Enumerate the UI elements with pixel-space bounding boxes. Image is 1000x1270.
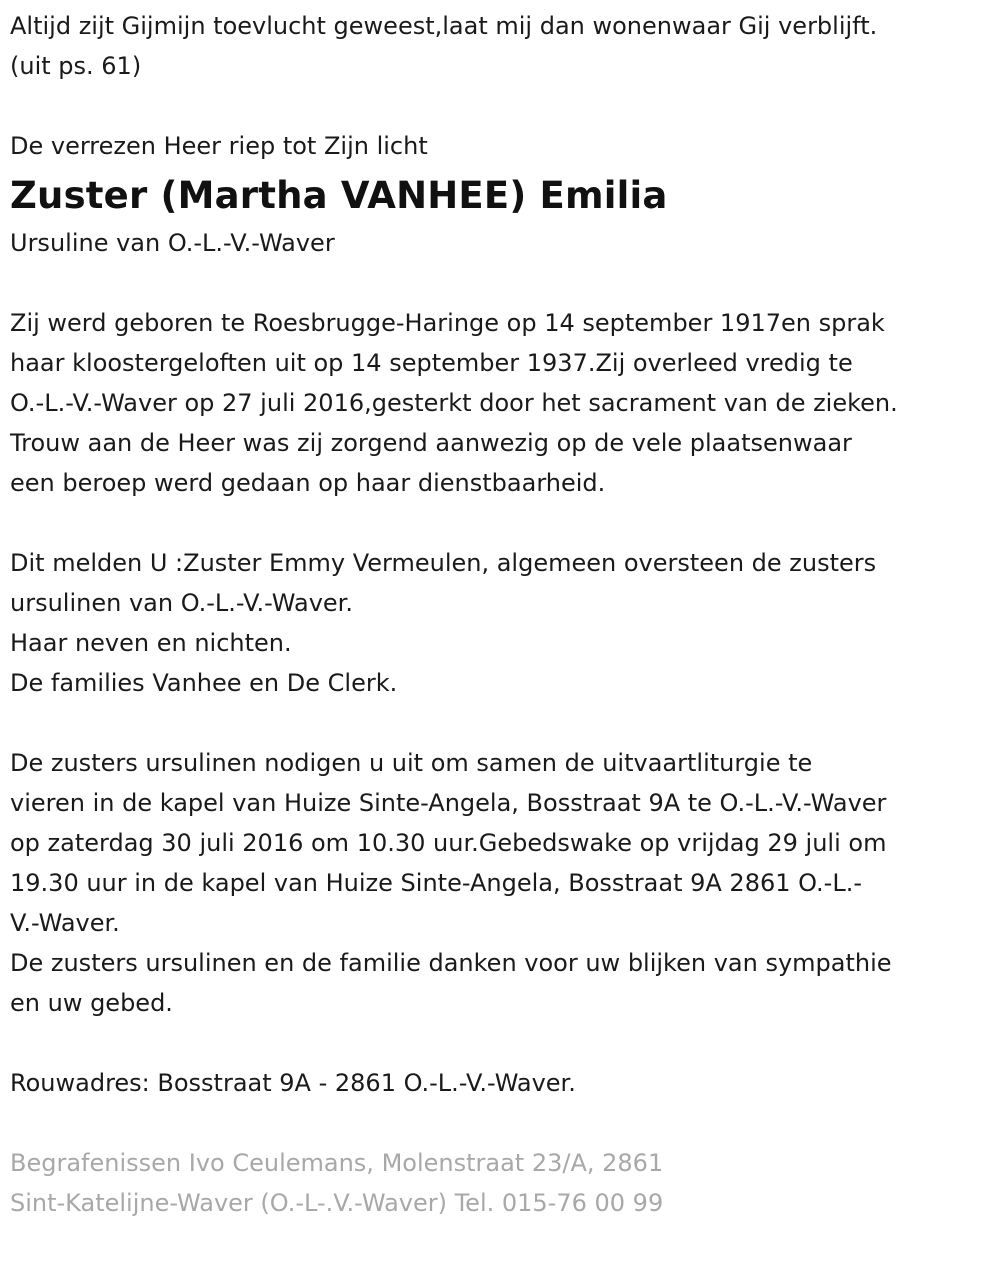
announcer-line: Dit melden U :Zuster Emmy Vermeulen, algemeen oversteen de zusters xyxy=(10,549,877,577)
service-line: V.-Waver. xyxy=(10,909,120,937)
funeral-home-line: Begrafenissen Ivo Ceulemans, Molenstraat 23/A, 2861 xyxy=(10,1149,664,1177)
biography-line: Trouw aan de Heer was zij zorgend aanwezig op de vele plaatsenwaar xyxy=(10,429,852,457)
service-line: en uw gebed. xyxy=(10,989,173,1017)
biography-line: Zij werd geboren te Roesbrugge-Haringe op 14 september 1917en sprak xyxy=(10,309,885,337)
spacer xyxy=(10,1023,995,1063)
announcer-line: ursulinen van O.-L.-V.-Waver. xyxy=(10,589,353,617)
spacer xyxy=(10,86,995,126)
announcers-paragraph xyxy=(10,543,995,703)
funeral-home-line: Sint-Katelijne-Waver (O.-L-.V.-Waver) Tel. 015-76 00 99 xyxy=(10,1189,664,1217)
biography-line: een beroep werd gedaan op haar dienstbaarheid. xyxy=(10,469,606,497)
spacer xyxy=(10,263,995,303)
funeral-home-info xyxy=(10,1143,995,1223)
obituary-notice xyxy=(10,6,995,1223)
service-line: De zusters ursulinen en de familie danken voor uw blijken van sympathie xyxy=(10,949,892,977)
mourning-address: Rouwadres: Bosstraat 9A - 2861 O.-L.-V.-Waver. xyxy=(10,1069,576,1097)
spacer xyxy=(10,703,995,743)
psalm-reference: (uit ps. 61) xyxy=(10,52,142,80)
announcer-line: Haar neven en nichten. xyxy=(10,629,292,657)
service-line: vieren in de kapel van Huize Sinte-Angela, Bosstraat 9A te O.-L.-V.-Waver xyxy=(10,789,887,817)
service-line: op zaterdag 30 juli 2016 om 10.30 uur.Gebedswake op vrijdag 29 juli om xyxy=(10,829,887,857)
announcer-line: De families Vanhee en De Clerk. xyxy=(10,669,398,697)
religious-order: Ursuline van O.-L.-V.-Waver xyxy=(10,229,335,257)
service-paragraph xyxy=(10,743,995,1023)
psalm-quote-line: Altijd zijt Gijmijn toevlucht geweest,laat mij dan wonenwaar Gij verblijft. xyxy=(10,12,878,40)
biography-line: O.-L.-V.-Waver op 27 juli 2016,gesterkt door het sacrament van de zieken. xyxy=(10,389,898,417)
spacer xyxy=(10,1103,995,1143)
deceased-name: Zuster (Martha VANHEE) Emilia xyxy=(10,174,668,217)
service-line: 19.30 uur in de kapel van Huize Sinte-Angela, Bosstraat 9A 2861 O.-L.- xyxy=(10,869,862,897)
intro-text: De verrezen Heer riep tot Zijn licht xyxy=(10,132,428,160)
spacer xyxy=(10,503,995,543)
biography-line: haar kloostergeloften uit op 14 september 1937.Zij overleed vredig te xyxy=(10,349,853,377)
service-line: De zusters ursulinen nodigen u uit om samen de uitvaartliturgie te xyxy=(10,749,813,777)
biography-paragraph xyxy=(10,303,995,503)
